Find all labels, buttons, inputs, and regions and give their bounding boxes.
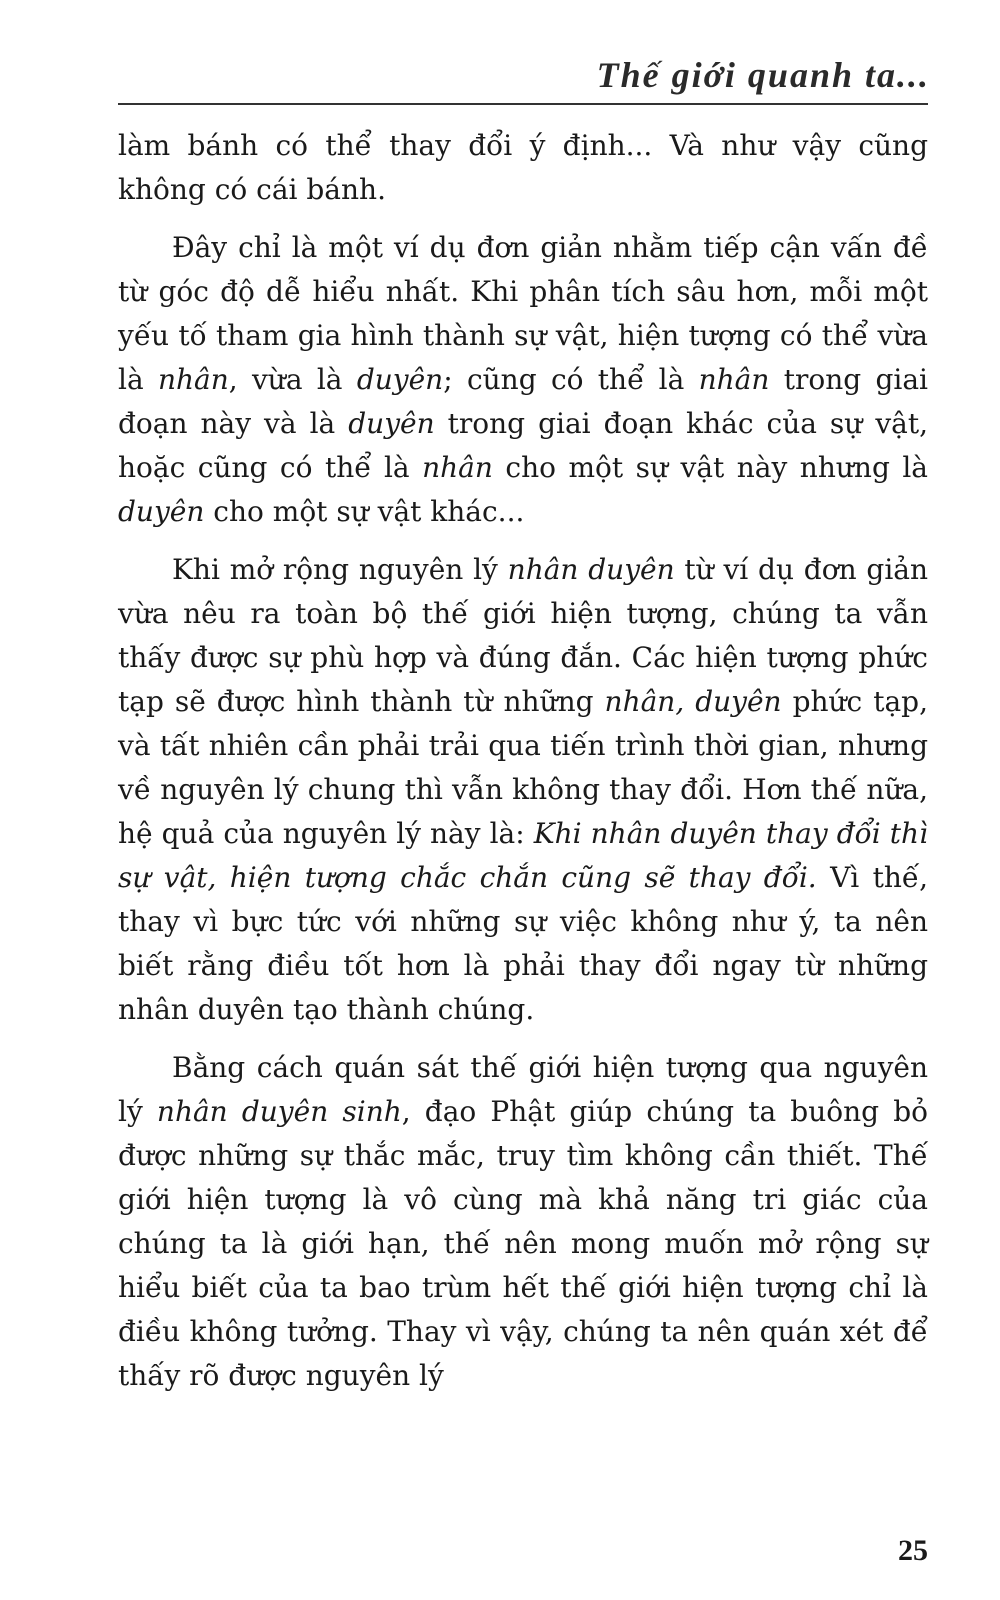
text-run: , đạo Phật giúp chúng ta buông bỏ được những sự thắc mắc, truy tìm không cần thiết. Thế giới hiện tượng là vô cùng mà khả năng tri giác của chúng ta là giới hạn, thế nên mong muốn mở rộng sự hiểu biết của ta bao trùm hết thế giới hiện tượng chỉ là điều không tưởng. Thay vì vậy, chúng ta nên quán xét để thấy rõ được nguyên lý [118,1095,928,1392]
italic-term: nhân [157,363,229,396]
paragraph [118,124,928,212]
italic-term: duyên [356,363,444,396]
body-text [118,124,928,1412]
paragraph [118,1046,928,1398]
italic-term: nhân [698,363,770,396]
text-run: làm bánh có thể thay đổi ý định... Và như vậy cũng không có cái bánh. [118,129,928,206]
text-run: cho một sự vật này nhưng là [492,451,929,484]
italic-term: nhân duyên sinh [156,1095,402,1128]
text-run: ; cũng có thể là [443,363,699,396]
italic-emphasis: Khi nhân duyên thay đổi thì sự vật, hiện tượng chắc chắn cũng sẽ thay đổi. [118,817,928,894]
italic-term: nhân, duyên [604,685,782,718]
text-run: Bằng cách quán sát thế giới hiện tượng qua nguyên lý [118,1051,928,1128]
page-number: 25 [898,1534,928,1567]
italic-term: nhân duyên [507,553,675,586]
text-run: Đây chỉ là một ví dụ đơn giản nhằm tiếp cận vấn đề từ góc độ dễ hiểu nhất. Khi phân tích sâu hơn, mỗi một yếu tố tham gia hình thành sự vật, hiện tượng có thể vừa là [118,231,928,396]
text-run: từ ví dụ đơn giản vừa nêu ra toàn bộ thế giới hiện tượng, chúng ta vẫn thấy được sự phù hợp và đúng đắn. Các hiện tượng phức tạp sẽ được hình thành từ những [118,553,929,718]
text-run: Vì thế, thay vì bực tức với những sự việc không như ý, ta nên biết rằng điều tốt hơn là phải thay đổi ngay từ những nhân duyên tạo thành chúng. [118,861,928,1026]
text-run: , vừa là [228,363,357,396]
italic-term: duyên [348,407,435,440]
running-header: Thế giới quanh ta... [596,55,930,95]
header-divider [118,103,928,105]
paragraph [118,548,928,1032]
text-run: trong giai đoạn này và là [118,363,928,440]
text-run: phức tạp, và tất nhiên cần phải trải qua tiến trình thời gian, nhưng về nguyên lý chung thì vẫn không thay đổi. Hơn thế nữa, hệ quả của nguyên lý này là: [118,685,928,850]
text-run: Khi mở rộng nguyên lý [172,553,508,586]
paragraph [118,226,928,534]
text-run: trong giai đoạn khác của sự vật, hoặc cũng có thể là [118,407,928,484]
text-run: cho một sự vật khác... [204,495,525,528]
italic-term: nhân [422,451,493,484]
italic-term: duyên [118,495,205,528]
